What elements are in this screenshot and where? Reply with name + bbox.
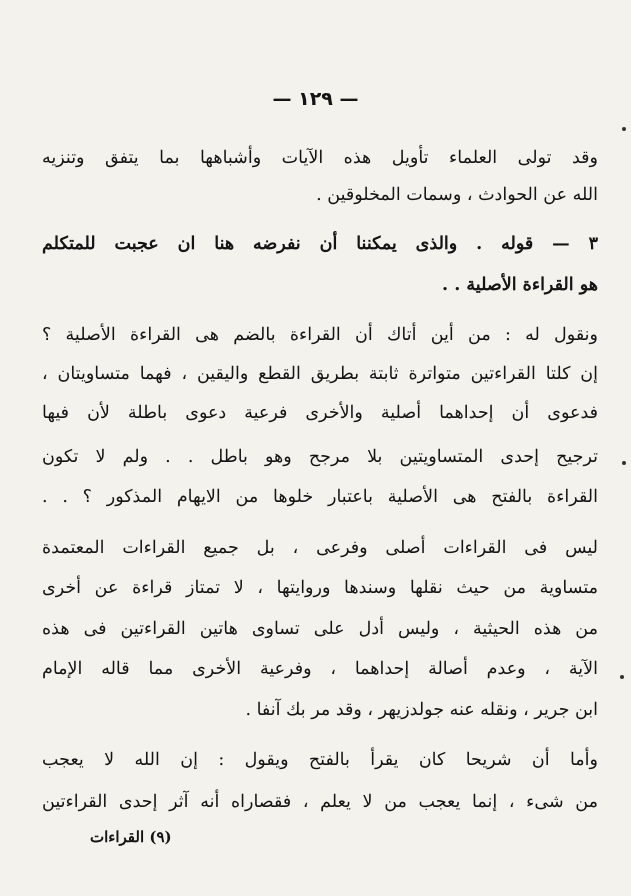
text-line: ابن جرير ، ونقله عنه جولدزيهر ، وقد مر بك آنفا . xyxy=(245,700,598,720)
text-line: متساوية من حيث نقلها وسندها وروايتها ، لا تمتاز قراءة عن أخرى xyxy=(42,578,598,598)
text-line: فدعوى أن إحداهما أصلية والأخرى فرعية دعوى باطلة لأن فيها xyxy=(42,403,598,423)
text-line: هو القراءة الأصلية . . xyxy=(442,275,598,295)
print-speck xyxy=(622,127,626,131)
print-speck xyxy=(622,461,626,465)
text-line: القراءة بالفتح هى الأصلية باعتبار خلوها من الايهام المذكور ؟ . . xyxy=(42,487,598,507)
text-line: الله عن الحوادث ، وسمات المخلوقين . xyxy=(316,185,598,205)
text-line: ترجيح إحدى المتساويتين بلا مرجح وهو باطل . . ولم لا تكون xyxy=(42,447,598,467)
text-line: وأما أن شريحا كان يقرأ بالفتح ويقول : إن الله لا يعجب xyxy=(42,750,598,770)
text-line: ونقول له : من أين أتاك أن القراءة بالضم هى القراءة الأصلية ؟ xyxy=(42,325,598,345)
text-line: إن كلتا القراءتين متواترة ثابتة بطريق القطع واليقين ، فهما متساويتان ، xyxy=(42,364,598,384)
text-line: وقد تولى العلماء تأويل هذه الآيات وأشباهها بما يتفق وتنزيه xyxy=(42,148,598,168)
text-line: ٣ — قوله . والذى يمكننا أن نفرضه هنا ان عجبت للمتكلم xyxy=(42,234,598,254)
text-line: الآية ، وعدم أصالة إحداهما ، وفرعية الأخرى مما قاله الإمام xyxy=(42,659,598,679)
text-line: من شىء ، إنما يعجب من لا يعلم ، فقصاراه أنه آثر إحدى القراءتين xyxy=(42,792,598,812)
print-speck xyxy=(620,675,624,679)
page-number: — ١٢٩ — xyxy=(272,88,359,110)
signature-footer: (٩) القراءات xyxy=(90,828,172,846)
text-line: من هذه الحيثية ، وليس أدل على تساوى هاتين القراءتين فى هذه xyxy=(42,619,598,639)
text-line: ليس فى القراءات أصلى وفرعى ، بل جميع القراءات المعتمدة xyxy=(42,538,598,558)
